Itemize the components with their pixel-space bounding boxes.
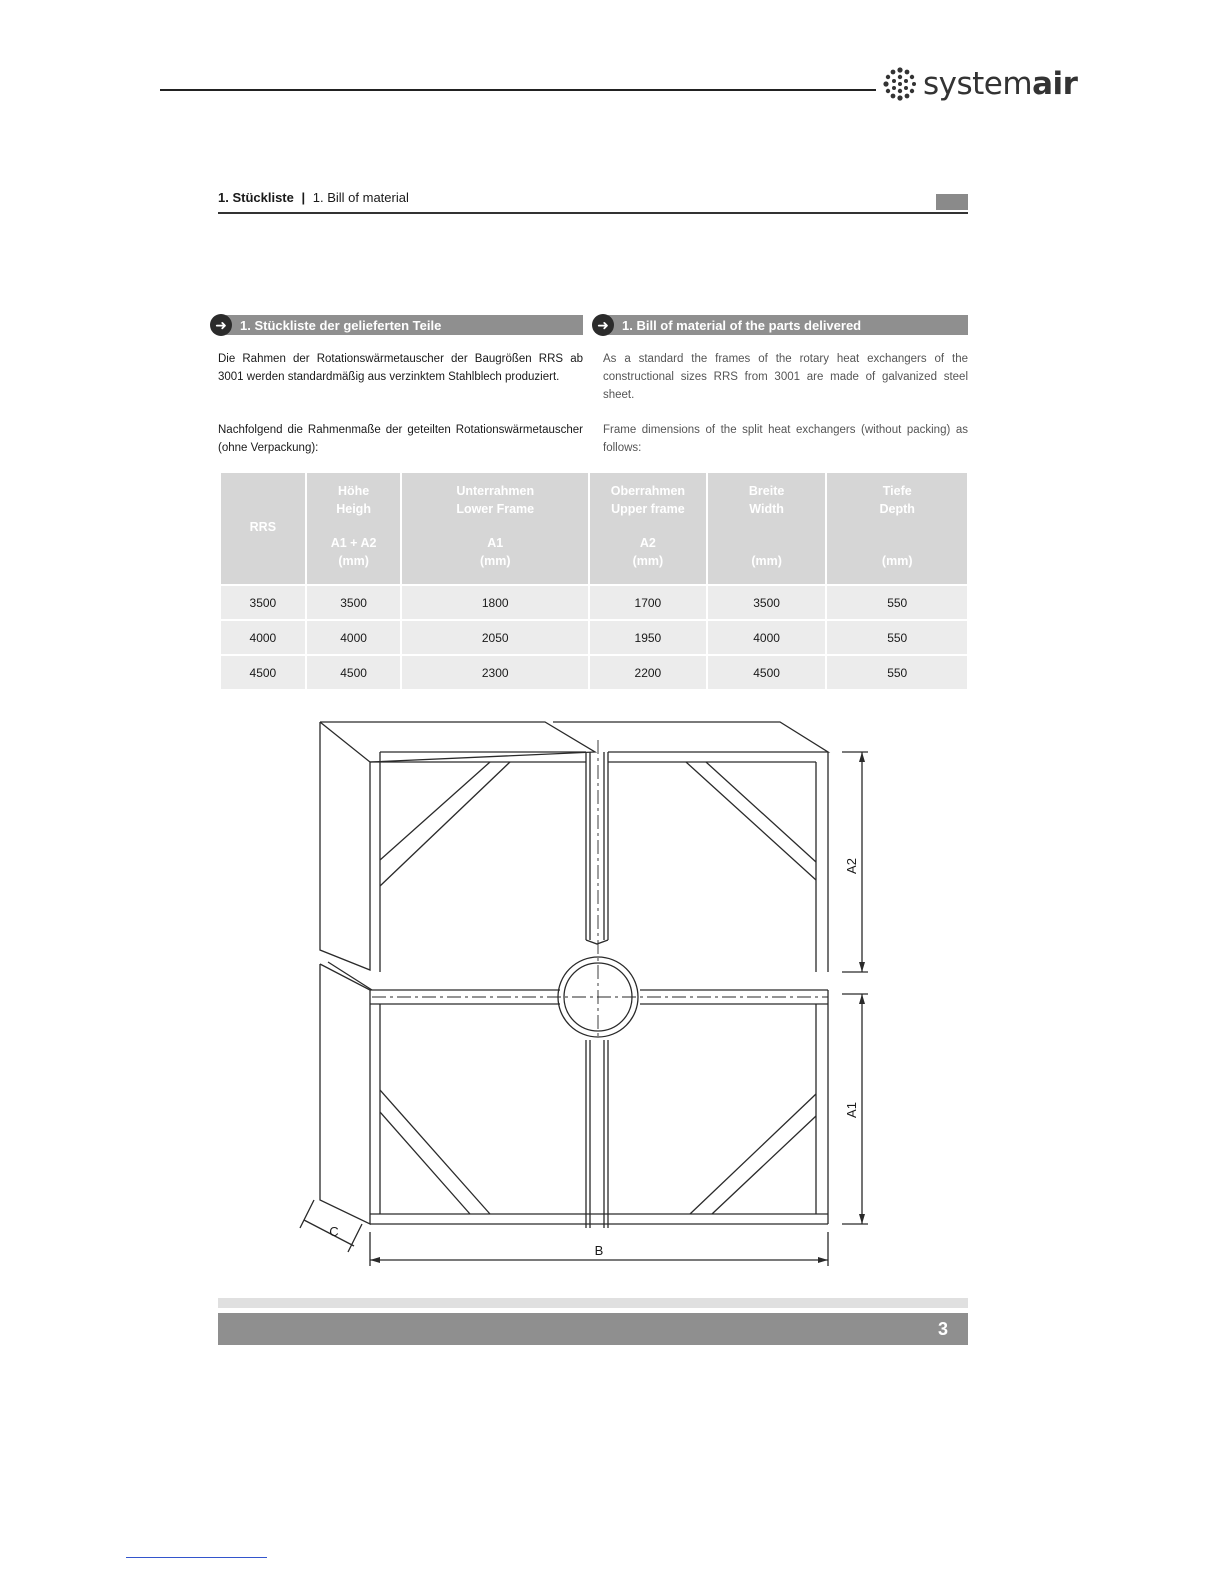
table-cell: 4000 xyxy=(307,621,401,654)
footnote-rule xyxy=(126,1557,267,1558)
dim-label-a1: A1 xyxy=(844,1102,859,1118)
header-upper-frame: Oberrahmen Upper frame A2 (mm) xyxy=(590,473,706,584)
table-cell: 4500 xyxy=(708,656,826,689)
section-title-en: 1. Bill of material xyxy=(312,190,409,205)
dim-label-a2: A2 xyxy=(844,858,859,874)
upper-frame xyxy=(320,722,828,972)
table-cell: 2050 xyxy=(402,621,588,654)
table-cell: 3500 xyxy=(708,586,826,619)
table-cell: 1700 xyxy=(590,586,706,619)
section-separator: | xyxy=(301,190,306,205)
table-cell: 4000 xyxy=(708,621,826,654)
table-cell: 550 xyxy=(827,621,967,654)
table-cell: 1800 xyxy=(402,586,588,619)
paragraph-en-2: Frame dimensions of the split heat exchangers (without packing) as follows: xyxy=(603,424,968,454)
subheading-en-title: 1. Bill of material of the parts delivered xyxy=(608,315,968,335)
header-rrs: RRS xyxy=(221,473,305,584)
table-cell: 2300 xyxy=(402,656,588,689)
arrow-right-icon: ➜ xyxy=(592,314,614,336)
dim-label-b: B xyxy=(594,1243,604,1258)
header-lower-frame: Unterrahmen Lower Frame A1 (mm) xyxy=(402,473,588,584)
dimension-arrows xyxy=(370,752,865,1263)
header-height: Höhe Heigh A1 + A2 (mm) xyxy=(307,473,401,584)
table-cell: 2200 xyxy=(590,656,706,689)
table-cell: 4500 xyxy=(221,656,305,689)
section-title-de: 1. Stückliste xyxy=(218,190,294,205)
table-cell: 550 xyxy=(827,656,967,689)
footer-divider xyxy=(218,1298,968,1308)
subheading-de-title: 1. Stückliste der gelieferten Teile xyxy=(226,315,583,335)
paragraph-de-1: Die Rahmen der Rotationswärmetauscher der Baugrößen RRS ab 3001 werden standardmäßig aus verzinktem Stahlblech produziert. xyxy=(218,353,583,383)
paragraph-en-1: As a standard the frames of the rotary heat exchangers of the constructional sizes RRS from 3001 are made of galvanized steel sheet. xyxy=(603,353,968,401)
paragraph-de-2: Nachfolgend die Rahmenmaße der geteilten Rotationswärmetauscher (ohne Verpackung): xyxy=(218,424,583,454)
lower-frame xyxy=(320,740,828,1228)
page-number: 3 xyxy=(937,1319,948,1339)
table-cell: 1950 xyxy=(590,621,706,654)
dimension-lines xyxy=(300,752,868,1266)
table-cell: 3500 xyxy=(307,586,401,619)
arrow-right-icon: ➜ xyxy=(210,314,232,336)
header-depth: Tiefe Depth (mm) xyxy=(827,473,967,584)
header-width: Breite Width (mm) xyxy=(708,473,826,584)
dim-label-c: C xyxy=(329,1224,339,1239)
table-cell: 4500 xyxy=(307,656,401,689)
footer-bar xyxy=(218,1313,968,1345)
table-cell: 3500 xyxy=(221,586,305,619)
table-cell: 4000 xyxy=(221,621,305,654)
logo-wordmark: systemair xyxy=(923,66,1078,102)
table-cell: 550 xyxy=(827,586,967,619)
